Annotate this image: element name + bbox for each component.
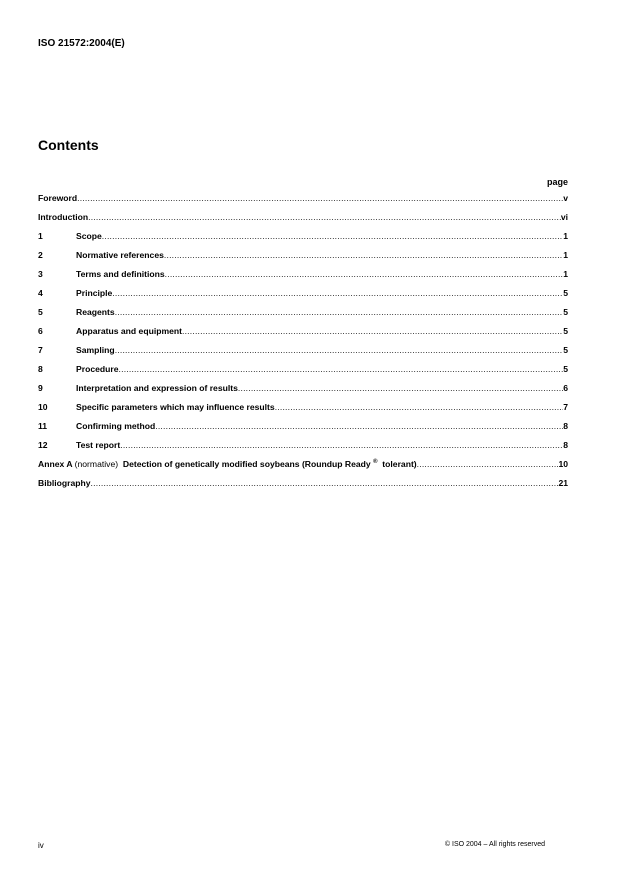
dot-leader	[115, 345, 564, 355]
toc-entry-title	[38, 459, 417, 469]
toc-entry-title: Introduction	[38, 212, 89, 222]
toc-entry-title: Foreword	[38, 193, 78, 203]
page-column-label: page	[546, 177, 568, 187]
toc-entry-test-report[interactable]	[38, 440, 568, 459]
toc-entry-bibliography[interactable]	[38, 478, 568, 497]
toc-entry-page: 5	[563, 288, 568, 298]
footer-copyright: © ISO 2004 – All rights reserved	[444, 841, 545, 848]
dot-leader	[102, 231, 563, 241]
toc-entry-page: 10	[558, 459, 568, 469]
toc-entry-page: 5	[563, 326, 568, 336]
toc-entry-number: 8	[38, 364, 43, 374]
toc-entry-number: 11	[38, 421, 48, 431]
toc-entry-page: v	[563, 193, 568, 203]
toc-entry-title: Specific parameters which may influence results	[76, 402, 275, 412]
toc-entry-number: 5	[38, 307, 43, 317]
toc-entry-page: 5	[563, 307, 568, 317]
toc-entry-number: 2	[38, 250, 43, 260]
toc-entry-number: 6	[38, 326, 43, 336]
toc-entry-page: 5	[563, 345, 568, 355]
dot-leader	[417, 459, 559, 469]
annex-title-end: tolerant)	[382, 459, 417, 469]
toc-entry-number: 4	[38, 288, 43, 298]
toc-entry-introduction[interactable]	[38, 212, 568, 231]
toc-entry-sampling[interactable]	[38, 345, 568, 364]
toc-entry-page: vi	[560, 212, 568, 222]
toc-entry-interpretation[interactable]	[38, 383, 568, 402]
dot-leader	[155, 421, 563, 431]
dot-leader	[91, 478, 559, 488]
toc-entry-title: Sampling	[76, 345, 115, 355]
toc-entry-annex-a[interactable]	[38, 459, 568, 478]
toc-entry-principle[interactable]	[38, 288, 568, 307]
toc-entry-title: Principle	[76, 288, 113, 298]
dot-leader	[165, 269, 564, 279]
toc-entry-page: 7	[563, 402, 568, 412]
table-of-contents	[38, 193, 568, 497]
toc-entry-page: 1	[563, 269, 568, 279]
toc-entry-page: 6	[563, 383, 568, 393]
toc-entry-page: 1	[563, 231, 568, 241]
annex-qualifier: (normative)	[74, 459, 119, 469]
toc-entry-scope[interactable]	[38, 231, 568, 250]
toc-entry-page: 8	[563, 421, 568, 431]
toc-entry-title: Test report	[76, 440, 121, 450]
annex-label: Annex A	[38, 459, 73, 469]
toc-entry-foreword[interactable]	[38, 193, 568, 212]
toc-entry-number: 12	[38, 440, 48, 450]
dot-leader	[119, 364, 564, 374]
toc-entry-confirming-method[interactable]	[38, 421, 568, 440]
toc-entry-page: 21	[558, 478, 568, 488]
toc-entry-title: Apparatus and equipment	[76, 326, 182, 336]
dot-leader	[112, 288, 563, 298]
registered-mark: ®	[373, 459, 378, 466]
toc-entry-number: 1	[38, 231, 43, 241]
dot-leader	[77, 193, 563, 203]
toc-entry-title: Terms and definitions	[76, 269, 165, 279]
toc-entry-page: 1	[563, 250, 568, 260]
dot-leader	[238, 383, 563, 393]
document-id: ISO 21572:2004(E)	[38, 38, 125, 49]
toc-entry-reagents[interactable]	[38, 307, 568, 326]
toc-entry-specific-parameters[interactable]	[38, 402, 568, 421]
toc-entry-title: Interpretation and expression of results	[76, 383, 238, 393]
toc-entry-title: Confirming method	[76, 421, 156, 431]
dot-leader	[120, 440, 563, 450]
toc-entry-number: 7	[38, 345, 43, 355]
toc-entry-title: Reagents	[76, 307, 115, 317]
toc-entry-procedure[interactable]	[38, 364, 568, 383]
toc-entry-page: 8	[563, 440, 568, 450]
dot-leader	[88, 212, 561, 222]
annex-title-start: Detection of genetically modified soybeans (Roundup Ready	[122, 459, 371, 469]
toc-entry-number: 3	[38, 269, 43, 279]
footer-page-number: iv	[38, 841, 44, 850]
toc-entry-number: 10	[38, 402, 48, 412]
dot-leader	[115, 307, 564, 317]
toc-entry-terms-and-definitions[interactable]	[38, 269, 568, 288]
toc-entry-title: Bibliography	[38, 478, 91, 488]
toc-entry-page: 5	[563, 364, 568, 374]
toc-entry-normative-references[interactable]	[38, 250, 568, 269]
dot-leader	[275, 402, 564, 412]
toc-entry-title: Procedure	[76, 364, 119, 374]
toc-entry-apparatus-and-equipment[interactable]	[38, 326, 568, 345]
dot-leader	[164, 250, 563, 260]
toc-entry-title: Scope	[76, 231, 102, 241]
toc-entry-title: Normative references	[76, 250, 164, 260]
toc-entry-number: 9	[38, 383, 43, 393]
contents-title: Contents	[38, 137, 99, 153]
dot-leader	[182, 326, 563, 336]
